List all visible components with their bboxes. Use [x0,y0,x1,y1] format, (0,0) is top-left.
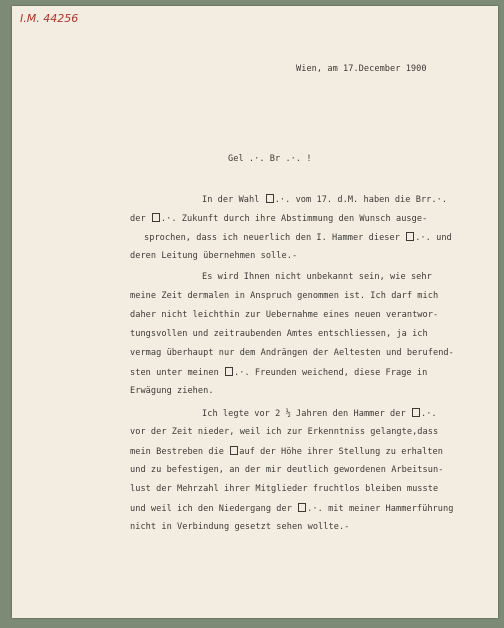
letter-line [130,522,349,532]
salutation: Gel .·. Br .·. ! [228,154,312,164]
dateline: Wien, am 17.December 1900 [296,64,427,74]
line-text: .·. Zukunft durch ihre Abstimmung den Wunsch ausge- [160,214,428,224]
lodge-square-symbol [230,446,238,455]
letter-line [130,484,438,494]
line-text: der [130,214,151,224]
lodge-square-symbol [225,367,233,376]
letter-line [130,386,214,396]
letter-line [130,348,454,358]
archive-number: I.M. 44256 [20,12,79,25]
line-text: .·. [420,409,437,419]
lodge-square-symbol [412,408,420,417]
line-text: lust der Mehrzahl ihrer Mitglieder fruchtlos bleiben musste [130,484,439,494]
lodge-square-symbol [152,213,160,222]
line-text: vermag überhaupt nur dem Andrängen der Aeltesten und berufend- [130,348,454,358]
line-text: tungsvollen und zeitraubenden Amtes entschliessen, ja ich [130,329,428,339]
letter-line [130,427,438,437]
letter-line [202,272,432,282]
line-text: und weil ich den Niedergang der [130,504,298,514]
line-text: .·. Freunden weichend, diese Frage in [234,368,428,378]
line-text: .·. vom 17. d.M. haben die Brr.·. [274,195,448,205]
letter-line [130,291,438,301]
line-text: meine Zeit dermalen in Anspruch genommen ist. Ich darf mich [130,291,439,301]
letter-line [130,503,453,514]
line-text: auf der Höhe ihrer Stellung zu erhalten [239,447,443,457]
line-text: vor der Zeit nieder, weil ich zur Erkenntniss gelangte,dass [130,427,439,437]
line-text: .·. und [415,233,452,243]
letter-line [144,232,452,243]
lodge-square-symbol [298,503,306,512]
line-text: Erwägung ziehen. [130,386,214,396]
line-text: mein Bestreben die [130,447,230,457]
letter-page [12,6,498,618]
letter-line [130,329,428,339]
letter-line [130,367,427,378]
line-text: Es wird Ihnen nicht unbekannt sein, wie sehr [202,272,432,282]
lodge-square-symbol [406,232,414,241]
line-text: nicht in Verbindung gesetzt sehen wollte.- [130,522,350,532]
letter-line [130,465,443,475]
letter-line [130,213,427,224]
letter-line [202,194,447,205]
letter-line [202,408,437,419]
line-text: In der Wahl [202,195,265,205]
letter-line [130,446,443,457]
line-text: deren Leitung übernehmen solle.- [130,251,298,261]
line-text: und zu befestigen, an der mir deutlich gewordenen Arbeitsun- [130,465,444,475]
lodge-square-symbol [266,194,274,203]
line-text: sten unter meinen [130,368,225,378]
letter-line [130,310,438,320]
letter-line [130,251,297,261]
line-text: .·. mit meiner Hammerführung [307,504,454,514]
line-text: sprochen, dass ich neuerlich den I. Hammer dieser [144,233,406,243]
line-text: Ich legte vor 2 ½ Jahren den Hammer der [202,409,411,419]
line-text: daher nicht leichthin zur Uebernahme eines neuen verantwor- [130,310,439,320]
